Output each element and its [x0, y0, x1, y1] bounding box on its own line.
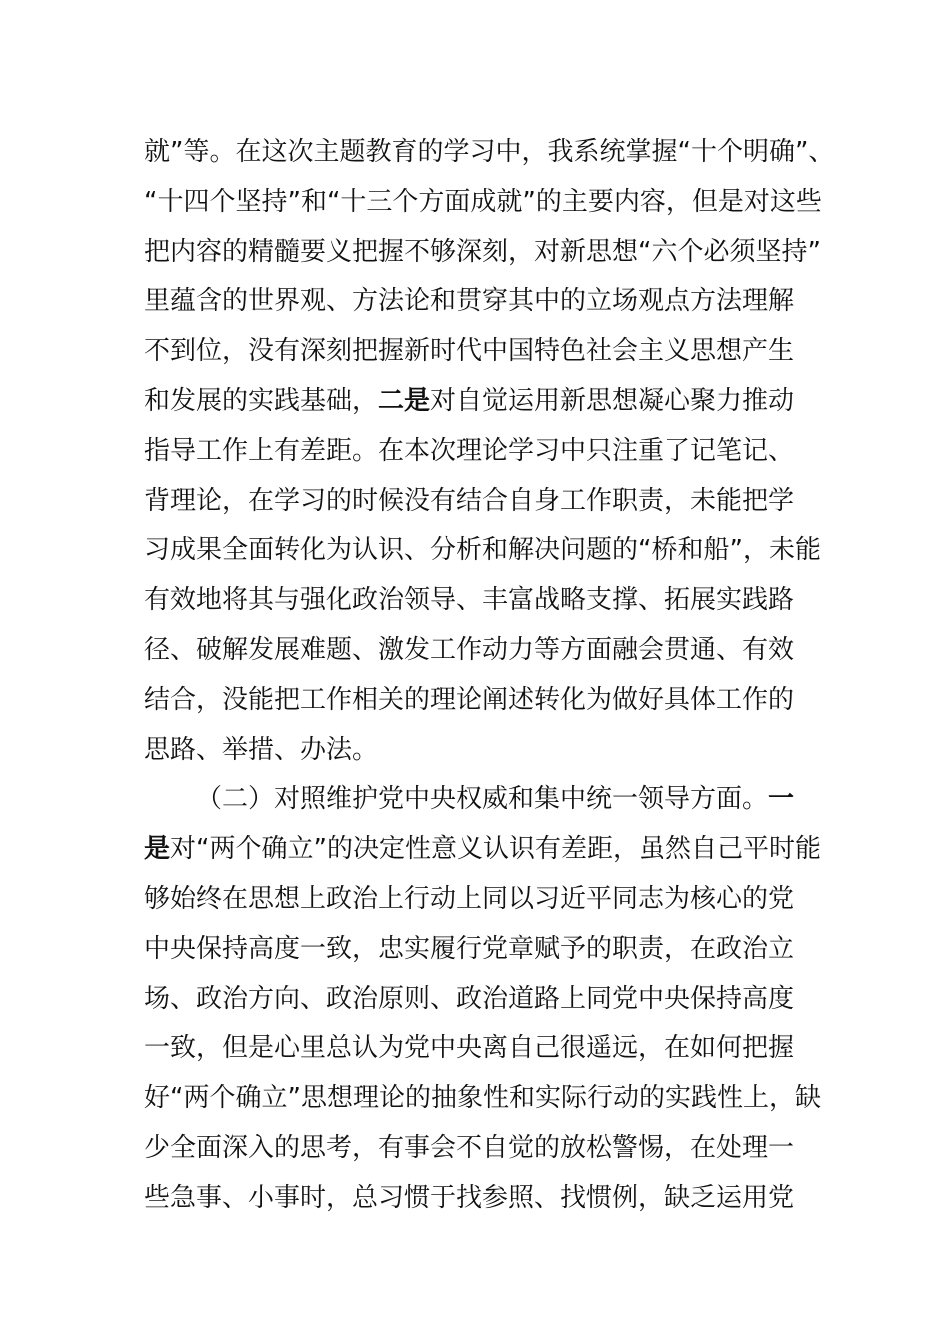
- text-line: [144, 576, 804, 626]
- text-segment: 一致，但是心里总认为党中央离自己很遥远，在如何把握: [144, 1033, 795, 1064]
- text-segment: 中央保持高度一致，忠实履行党章赋予的职责，在政治立: [144, 933, 795, 964]
- text-line: [144, 1074, 821, 1124]
- text-line: [144, 277, 804, 327]
- text-segment: 习成果全面转化为认识、分析和解决问题的“桥和船”，未能: [144, 535, 821, 566]
- text-segment: 场、政治方向、政治原则、政治道路上同党中央保持高度: [144, 983, 795, 1014]
- text-line: [144, 1024, 804, 1074]
- text-line: [144, 228, 821, 278]
- text-line: [144, 526, 821, 576]
- text-segment: 指导工作上有差距。在本次理论学习中只注重了记笔记、: [144, 435, 795, 466]
- text-line: [144, 825, 821, 875]
- text-line: [144, 726, 804, 776]
- paragraph-first-line: [144, 775, 804, 825]
- text-segment: 把内容的精髓要义把握不够深刻，对新思想“六个必须坚持”: [144, 236, 821, 267]
- text-segment: 背理论，在学习的时候没有结合自身工作职责，未能把学: [144, 485, 795, 516]
- text-segment: 就”等。在这次主题教育的学习中，我系统掌握“十个明确”、: [144, 137, 835, 167]
- text-line: [144, 427, 804, 477]
- body-text: [144, 128, 835, 1224]
- text-segment: 对自觉运用新思想凝心聚力推动: [430, 385, 795, 416]
- text-segment: 对“两个确立”的决定性意义认识有差距，虽然自己平时能: [170, 834, 821, 865]
- text-segment: 和发展的实践基础，: [144, 385, 379, 416]
- text-line: [144, 975, 804, 1025]
- text-line: [144, 925, 804, 975]
- text-line: [144, 875, 804, 925]
- bold-enumerator: 二是: [378, 385, 431, 416]
- text-line: [144, 327, 804, 377]
- text-segment: 不到位，没有深刻把握新时代中国特色社会主义思想产生: [144, 336, 795, 367]
- text-line: [144, 1174, 804, 1224]
- text-line: [144, 1124, 804, 1174]
- text-segment: 径、破解发展难题、激发工作动力等方面融会贯通、有效: [144, 634, 795, 665]
- text-segment: 思路、举措、办法。: [144, 734, 379, 765]
- text-segment: 少全面深入的思考，有事会不自觉的放松警惕，在处理一: [144, 1132, 795, 1163]
- text-line: [144, 128, 835, 178]
- text-segment: 些急事、小事时，总习惯于找参照、找惯例，缺乏运用党: [144, 1182, 795, 1213]
- text-line: [144, 626, 804, 676]
- text-segment: （二）对照维护党中央权威和集中统一领导方面。: [196, 784, 769, 815]
- text-line: [144, 377, 804, 427]
- text-segment: 里蕴含的世界观、方法论和贯穿其中的立场观点方法理解: [144, 286, 795, 317]
- text-segment: 好“两个确立”思想理论的抽象性和实际行动的实践性上，缺: [144, 1083, 821, 1114]
- text-segment: “十四个坚持”和“十三个方面成就”的主要内容，但是对这些: [144, 186, 822, 217]
- text-line: [144, 676, 804, 726]
- text-segment: 有效地将其与强化政治领导、丰富战略支撑、拓展实践路: [144, 585, 795, 616]
- text-segment: 结合，没能把工作相关的理论阐述转化为做好具体工作的: [144, 684, 795, 715]
- bold-enumerator: 是: [144, 834, 171, 865]
- text-line: [144, 477, 804, 527]
- bold-enumerator: 一: [768, 784, 795, 815]
- text-line: [144, 178, 822, 228]
- text-segment: 够始终在思想上政治上行动上同以习近平同志为核心的党: [144, 883, 795, 914]
